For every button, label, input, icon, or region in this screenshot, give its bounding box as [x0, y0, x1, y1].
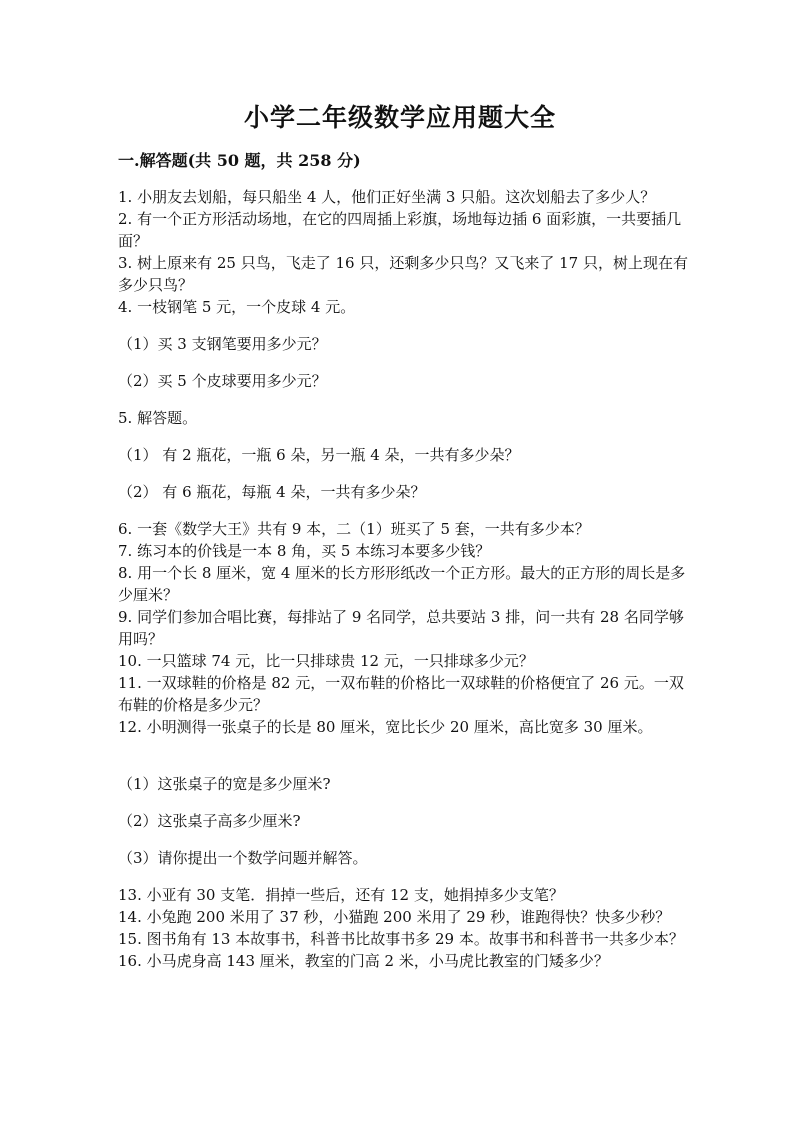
question-5: 5. 解答题。 — [118, 409, 198, 427]
question-4-part-1: （1）买 3 支钢笔要用多少元？ — [118, 335, 327, 353]
question-9: 9. 同学们参加合唱比赛，每排站了 9 名同学，总共要站 3 排，问一共有 28 名同学够用吗？ — [118, 608, 684, 648]
question-4-part-2: （2）买 5 个皮球要用多少元？ — [118, 372, 327, 390]
question-3: 3. 树上原来有 25 只鸟，飞走了 16 只，还剩多少只鸟？又飞来了 17 只，树上现在有多少只鸟？ — [118, 254, 688, 294]
question-1: 1. 小朋友去划船，每只船坐 4 人，他们正好坐满 3 只船。这次划船去了多少人？ — [118, 188, 656, 206]
question-10: 10. 一只篮球 74 元，比一只排球贵 12 元，一只排球多少元？ — [118, 652, 534, 670]
question-12-part-3: （3）请你提出一个数学问题并解答。 — [118, 849, 368, 867]
question-15: 15. 图书角有 13 本故事书，科普书比故事书多 29 本。故事书和科普书一共多少本？ — [118, 930, 684, 948]
question-12: 12. 小明测得一张桌子的长是 80 厘米，宽比长少 20 厘米，高比宽多 30 厘米。 — [118, 718, 653, 736]
question-list — [118, 186, 688, 972]
question-4: 4. 一枝钢笔 5 元，一个皮球 4 元。 — [118, 298, 356, 316]
question-7: 7. 练习本的价钱是一本 8 角，买 5 本练习本要多少钱？ — [118, 542, 491, 560]
question-6: 6. 一套《数学大王》共有 9 本，二（1）班买了 5 套，一共有多少本？ — [118, 520, 590, 538]
question-11: 11. 一双球鞋的价格是 82 元，一双布鞋的价格比一双球鞋的价格便宜了 26 元。一双布鞋的价格是多少元？ — [118, 674, 684, 714]
question-12-part-2: （2）这张桌子高多少厘米? — [118, 812, 301, 830]
page-title: 小学二年级数学应用题大全 — [243, 103, 556, 132]
question-14: 14. 小兔跑 200 米用了 37 秒，小猫跑 200 米用了 29 秒，谁跑得快？快多少秒？ — [118, 908, 671, 926]
question-8: 8. 用一个长 8 厘米，宽 4 厘米的长方形形纸改一个正方形。最大的正方形的周长是多少厘米？ — [118, 564, 686, 604]
question-2: 2. 有一个正方形活动场地，在它的四周插上彩旗，场地每边插 6 面彩旗，一共要插几面？ — [118, 210, 682, 250]
question-5-part-1: （1） 有 2 瓶花，一瓶 6 朵，另一瓶 4 朵，一共有多少朵？ — [118, 446, 520, 464]
question-12-part-1: （1）这张桌子的宽是多少厘米? — [118, 775, 331, 793]
question-5-part-2: （2） 有 6 瓶花，每瓶 4 朵，一共有多少朵？ — [118, 483, 426, 501]
question-13: 13. 小亚有 30 支笔．捐掉一些后，还有 12 支，她捐掉多少支笔？ — [118, 886, 564, 904]
section-heading: 一.解答题(共 50 题，共 258 分) — [118, 151, 361, 170]
question-16: 16. 小马虎身高 143 厘米，教室的门高 2 米，小马虎比教室的门矮多少？ — [118, 952, 609, 970]
